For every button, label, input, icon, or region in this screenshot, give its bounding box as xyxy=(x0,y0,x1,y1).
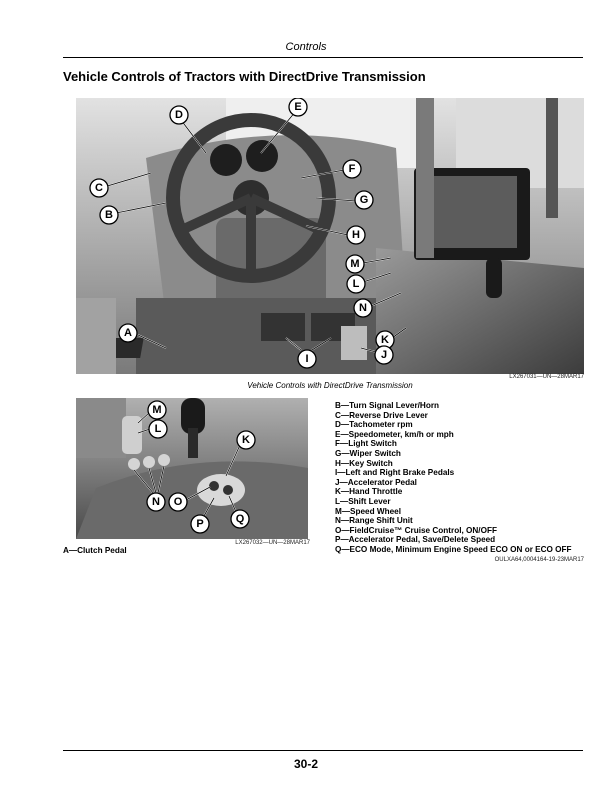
figure-2-callouts xyxy=(76,398,308,539)
svg-text:K: K xyxy=(242,434,250,446)
legend-item: K—Hand Throttle xyxy=(335,487,403,497)
callout-J xyxy=(361,346,393,364)
callout-G xyxy=(316,191,373,209)
figure-1-callouts xyxy=(76,98,584,374)
svg-text:L: L xyxy=(154,423,162,435)
legend-item: J—Accelerator Pedal xyxy=(335,477,417,487)
callout-L xyxy=(347,273,391,293)
svg-text:C: C xyxy=(95,182,103,194)
svg-text:K: K xyxy=(381,334,389,346)
page-number: 30-2 xyxy=(293,757,319,771)
svg-text:M: M xyxy=(350,258,360,270)
legend-item: B—Turn Signal Lever/Horn xyxy=(335,401,440,410)
callout-P xyxy=(191,498,214,533)
legend-item: E—Speedometer, km/h or mph xyxy=(335,429,454,439)
callout-C xyxy=(90,173,151,197)
callout-H xyxy=(306,226,365,244)
header-rule xyxy=(63,57,583,58)
legend-item: M—Speed Wheel xyxy=(335,506,401,516)
callout-I xyxy=(286,338,331,368)
svg-text:B: B xyxy=(105,209,113,221)
svg-text:N: N xyxy=(359,302,367,314)
svg-text:Q: Q xyxy=(235,513,245,525)
callout-K xyxy=(376,328,406,349)
svg-text:M: M xyxy=(152,404,162,416)
callout-N-2 xyxy=(134,466,165,511)
callout-M-2 xyxy=(138,401,166,423)
figure-2-ref: LX267032—UN—28MAR17 xyxy=(235,540,310,546)
callout-legend xyxy=(335,401,572,555)
legend-item: C—Reverse Drive Lever xyxy=(335,410,428,420)
legend-item: D—Tachometer rpm xyxy=(335,420,413,430)
svg-text:O: O xyxy=(173,496,183,508)
legend-item: I—Left and Right Brake Pedals xyxy=(335,468,455,478)
figure-1-ref: LX267031—UN—28MAR17 xyxy=(509,374,584,380)
svg-text:D: D xyxy=(175,109,183,121)
svg-text:F: F xyxy=(348,163,356,175)
svg-text:P: P xyxy=(196,518,204,530)
figure-1-caption: Vehicle Controls with DirectDrive Transmission xyxy=(247,381,413,390)
legend-item: P—Accelerator Pedal, Save/Delete Speed xyxy=(335,535,496,545)
svg-text:J: J xyxy=(380,349,388,361)
legend-item: N—Range Shift Unit xyxy=(335,516,413,526)
callout-L-2 xyxy=(138,420,167,438)
legend-item: H—Key Switch xyxy=(335,458,393,468)
callout-Q xyxy=(229,496,249,528)
svg-text:I: I xyxy=(305,353,309,365)
section-title: Vehicle Controls of Tractors with DirectDrive Transmission xyxy=(63,69,426,84)
document-ref: OULXA64,0004164-19-23MAR17 xyxy=(494,557,584,563)
callout-B xyxy=(100,203,166,224)
svg-text:G: G xyxy=(359,194,369,206)
svg-text:A: A xyxy=(124,327,132,339)
callout-N xyxy=(354,293,401,317)
legend-item: F—Light Switch xyxy=(335,439,397,449)
callout-F xyxy=(301,160,361,178)
legend-item: G—Wiper Switch xyxy=(335,448,401,458)
footer-rule xyxy=(63,750,583,751)
svg-text:N: N xyxy=(152,496,160,508)
legend-item: Q—ECO Mode, Minimum Engine Speed ECO ON or ECO OFF xyxy=(335,544,572,554)
callout-A xyxy=(119,324,166,348)
callout-O xyxy=(169,487,210,511)
svg-text:H: H xyxy=(352,229,360,241)
running-header: Controls xyxy=(285,41,327,53)
legend-item: L—Shift Lever xyxy=(335,496,391,506)
svg-text:E: E xyxy=(294,101,302,113)
svg-text:L: L xyxy=(352,278,360,290)
callout-K-2 xyxy=(226,431,255,476)
legend-item: O—FieldCruise™ Cruise Control, ON/OFF xyxy=(335,525,497,535)
legend-clutch: A—Clutch Pedal xyxy=(63,546,127,555)
callout-E xyxy=(261,98,307,153)
callout-M xyxy=(346,255,391,273)
callout-D xyxy=(170,106,206,153)
